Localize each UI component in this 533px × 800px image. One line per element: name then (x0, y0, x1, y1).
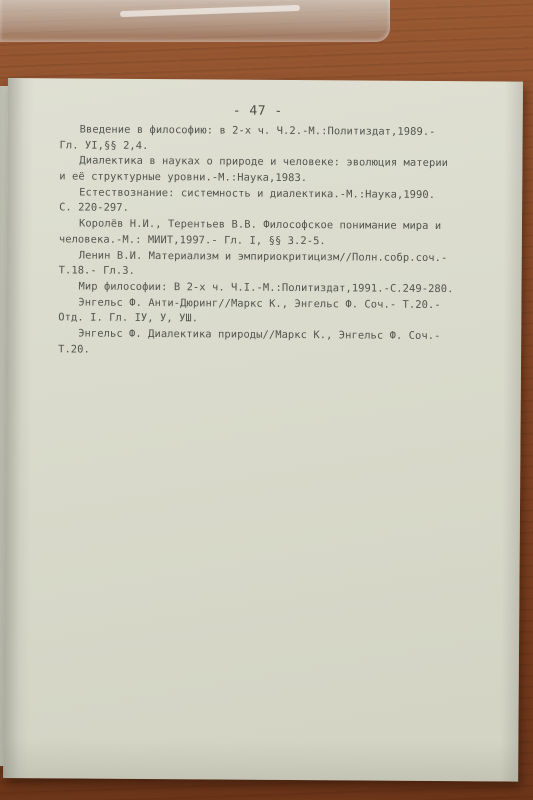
bibliography-line: Королёв Н.И., Терентьев В.В. Философское понимание мира и (78, 217, 442, 233)
plastic-sleeve (0, 0, 390, 42)
bibliography-line: Введение в философию: в 2-х ч. Ч.2.-М.:Политиздат,1989.- (79, 123, 436, 138)
bibliography-line: Энгельс Ф. Анти-Дюринг//Маркс К., Энгельс Ф. Соч.- Т.20.- (78, 296, 441, 311)
bibliography-line: С. 220-297. (59, 201, 130, 215)
bibliography-line: Диалектика в науках о природе и человеке: эволюция материи (79, 154, 449, 170)
page-number: - 47 - (232, 103, 283, 119)
bibliography-line: Отд. I. Гл. IУ, У, УШ. (58, 311, 199, 325)
bibliography-line: Т.18.- Гл.3. (58, 264, 135, 278)
document-page (3, 78, 523, 782)
page-edge-shade (500, 81, 523, 781)
plastic-glint (120, 5, 300, 17)
bibliography-line: Естествознание: системность и диалектика.-М.:Наука,1990. (79, 186, 436, 201)
bibliography-line: Ленин В.И. Материализм и эмпириокритицизм//Полн.собр.соч.- (78, 248, 448, 264)
bibliography-line: Энгельс Ф. Диалектика природы//Маркс К., Энгельс Ф. Соч.- (78, 327, 441, 342)
bibliography-line: Т.20. (58, 342, 90, 356)
spine-shadow (3, 78, 34, 778)
bibliography-line: человека.-М.: МИИТ,1997.- Гл. I, §§ 3.2-5. (58, 233, 326, 248)
bibliography-line: Мир философии: В 2-х ч. Ч.I.-М.:Политиздат,1991.-С.249-280. (78, 280, 454, 295)
page-bottom-shade (3, 738, 518, 782)
bibliography-line: и её структурные уровни.-М.:Наука,1983. (59, 170, 308, 185)
bibliography-line: Гл. УI,§§ 2,4. (59, 139, 149, 152)
bibliography-list (58, 122, 465, 360)
